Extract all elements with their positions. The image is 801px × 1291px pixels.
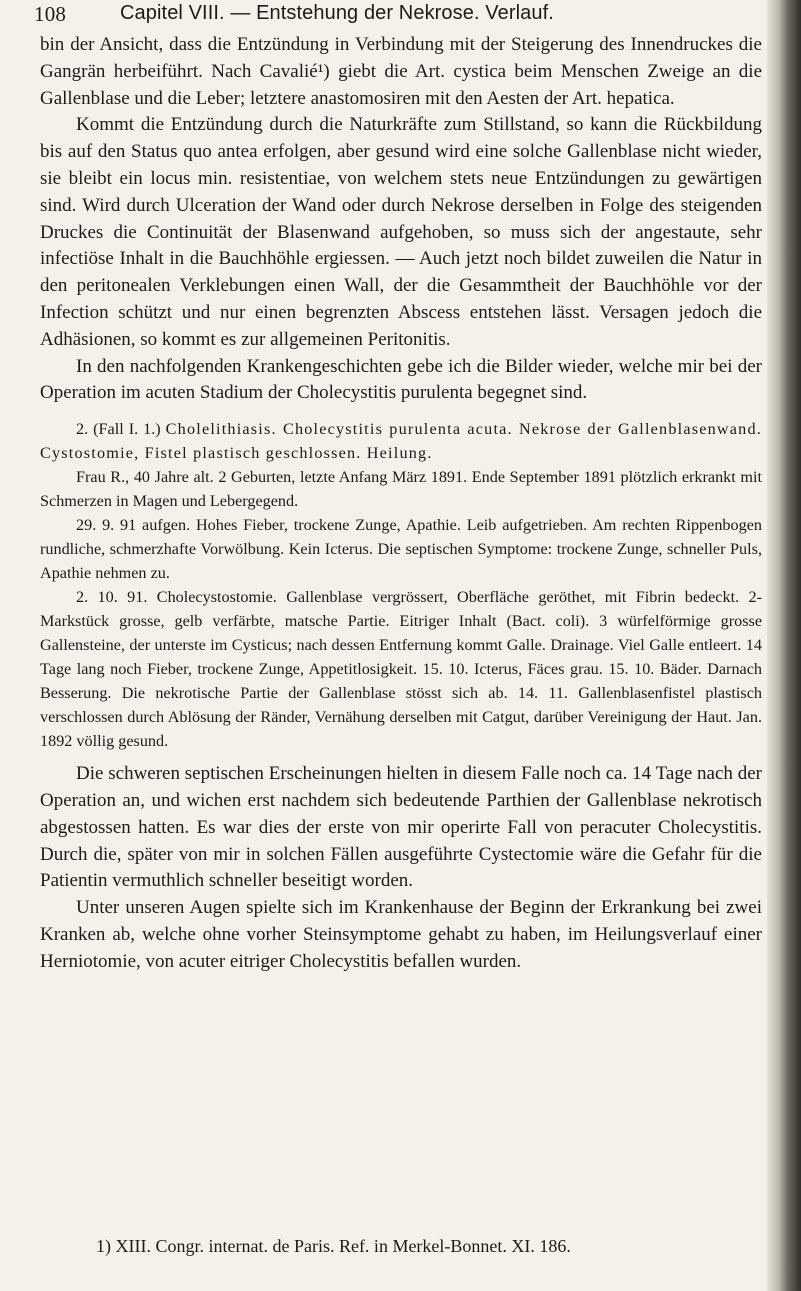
page-edge-shadow: [767, 0, 801, 1291]
case-patient-info: Frau R., 40 Jahre alt. 2 Geburten, letzte Anfang März 1891. Ende September 1891 plötzlich erkrankt mit Schmerzen in Magen und Lebergegend.: [40, 468, 762, 511]
paragraph-5: Unter unseren Augen spielte sich im Krankenhause der Beginn der Erkrankung bei zwei Kranken ab, welche ohne vorher Steinsymptome gehabt zu haben, im Heilungsverlauf einer Herniotomie, von acuter eitriger Cholecystitis befallen wurden.: [40, 897, 762, 972]
discussion: [40, 761, 762, 975]
case-diagnosis: Cholelithiasis. Cholecystitis purulenta acuta. Nekrose der Gallenblasenwand. Cystostomie, Fistel plastisch geschlossen. Heilung.: [40, 420, 762, 463]
case-title: [40, 417, 762, 465]
paragraph-3: In den nachfolgenden Krankengeschichten gebe ich die Bilder wieder, welche mir bei der Operation im acuten Stadium der Cholecystitis purulenta begegnet sind.: [40, 355, 762, 404]
case-number: 2. (Fall I. 1.): [76, 420, 161, 439]
case-admission: 29. 9. 91 aufgen. Hohes Fieber, trockene Zunge, Apathie. Leib aufgetrieben. Am rechten Rippenbogen rundliche, schmerzhafte Vorwölbung. Kein Icterus. Die septischen Symptome: trockene Zunge, schneller Puls, Apathie nehmen zu.: [40, 516, 762, 583]
case-operation: 2. 10. 91. Cholecystostomie. Gallenblase vergrössert, Oberfläche geröthet, mit Fibrin bedeckt. 2-Markstück grosse, gelb verfärbte, matsche Partie. Eitriger Inhalt (Bact. coli). 3 würfelförmige grosse Gallensteine, der unterste im Cysticus; nach dessen Entfernung kommt Galle. Drainage. Viel Galle entleert. 14 Tage lang noch Fieber, trockene Zunge, Appetitlosigkeit. 15. 10. Icterus, Fäces grau. 15. 10. Bäder. Darnach Besserung. Die nekrotische Partie der Gallenblase stösst sich ab. 14. 11. Gallenblasenfistel plastisch verschlossen durch Ablösung der Ränder, Vernähung derselben mit Catgut, darüber Vereinigung der Haut. Jan. 1892 völlig gesund.: [40, 588, 762, 751]
footnote: 1) XIII. Congr. internat. de Paris. Ref. in Merkel-Bonnet. XI. 186.: [96, 1236, 571, 1256]
page-number: 108: [34, 2, 67, 26]
running-head: Capitel VIII. — Entstehung der Nekrose. Verlauf.: [120, 2, 554, 24]
case-history: [40, 417, 762, 753]
paragraph-2: Kommt die Entzündung durch die Naturkräfte zum Stillstand, so kann die Rückbildung bis auf den Status quo antea erfolgen, aber gesund wird eine solche Gallenblase nicht wieder, sie bleibt ein locus min. resistentiae, von welchem stets neue Entzündungen zu gewärtigen sind. Wird durch Ulceration der Wand oder durch Nekrose derselben in Folge des steigenden Druckes die Continuität der Blasenwand aufgehoben, so muss sich der angestaute, sehr infectiöse Inhalt in die Bauchhöhle ergiessen. — Auch jetzt noch bildet zuweilen die Natur in den peritonealen Verklebungen einen Wall, der die Gesammtheit der Bauchhöhle vor der Infection schützt und nur einen begrenzten Abscess entstehen lässt. Versagen jedoch die Adhäsionen, so kommt es zur allgemeinen Peritonitis.: [40, 114, 762, 350]
paragraph-4: Die schweren septischen Erscheinungen hielten in diesem Falle noch ca. 14 Tage nach der Operation an, und wichen erst nachdem sich bedeutende Parthien der Gallenblase nekrotisch abgestossen hatten. Es war dies der erste von mir operirte Fall von peracuter Cholecystitis. Durch die, später von mir in solchen Fällen ausgeführte Cystectomie wäre die Gefahr für die Patientin vermuthlich schneller beseitigt worden.: [40, 763, 762, 892]
paragraph-1: bin der Ansicht, dass die Entzündung in Verbindung mit der Steigerung des Innendruckes die Gangrän herbeiführt. Nach Cavalié¹) giebt die Art. cystica beim Menschen Zweige an die Gallenblase und die Leber; letztere anastomosiren mit den Aesten der Art. hepatica.: [40, 34, 762, 109]
main-text: [40, 32, 762, 976]
